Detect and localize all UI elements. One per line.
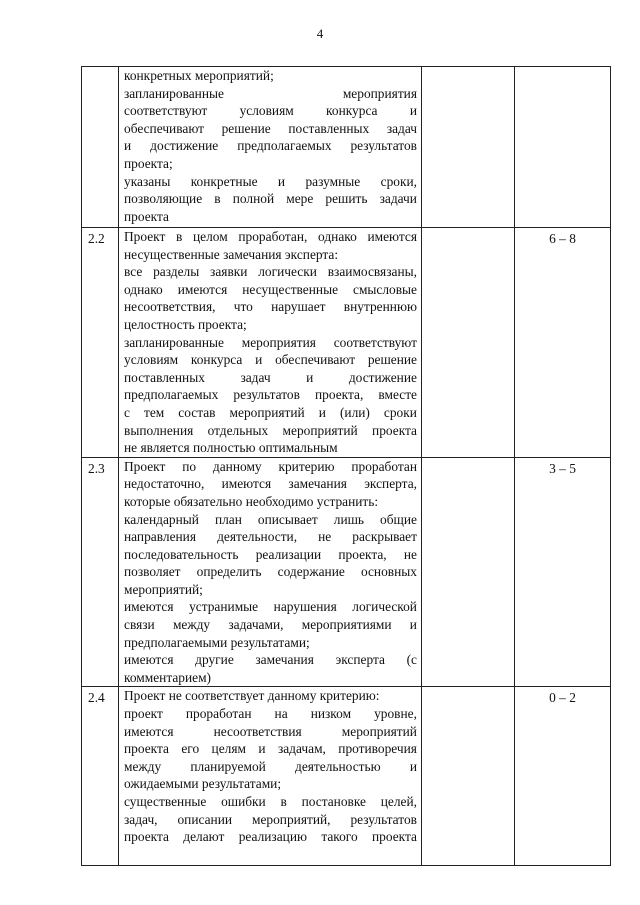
description-line: календарный план описывает лишь общие bbox=[124, 511, 417, 527]
description-line: комментарием) bbox=[124, 669, 212, 685]
description-line: обеспечивают решение поставленных задач bbox=[124, 120, 417, 136]
description-line: запланированные мероприятия bbox=[124, 85, 417, 101]
description-line: позволяющие в полной мере решить задачи bbox=[124, 191, 417, 207]
row-number: 2.4 bbox=[82, 687, 119, 866]
table-row bbox=[82, 457, 611, 687]
description-line: проекта bbox=[124, 208, 169, 224]
description-line: Проект в целом проработан, однако имеются bbox=[124, 229, 417, 244]
description-line: Проект по данному критерию проработан bbox=[124, 458, 417, 474]
description-line: несоответствия, что нарушает внутреннюю bbox=[124, 299, 417, 315]
description-line: существенные ошибки в постановке целей, bbox=[124, 794, 417, 809]
row-number bbox=[82, 67, 119, 228]
row-score bbox=[515, 67, 611, 228]
description-line: поставленных задач и достижение bbox=[124, 369, 417, 385]
description-line: имеются несоответствия мероприятий bbox=[124, 723, 417, 739]
row-number: 2.3 bbox=[82, 457, 119, 687]
row-score: 3 – 5 bbox=[515, 457, 611, 687]
description-line: проекта; bbox=[124, 155, 173, 171]
row-description bbox=[119, 457, 422, 687]
description-line: недостаточно, имеются замечания эксперта, bbox=[124, 476, 417, 492]
description-line: имеются другие замечания эксперта (с bbox=[124, 652, 417, 668]
description-line: запланированные мероприятия соответствуют bbox=[124, 334, 417, 350]
description-line: предполагаемыми результатами; bbox=[124, 634, 310, 650]
description-line: последовательность реализации проекта, не bbox=[124, 546, 417, 562]
description-line: все разделы заявки логически взаимосвязаны, bbox=[124, 264, 417, 280]
description-line: связи между задачами, мероприятиями и bbox=[124, 617, 417, 633]
description-line: мероприятий; bbox=[124, 581, 203, 597]
description-line: которые обязательно необходимо устранить: bbox=[124, 493, 379, 509]
description-line: между планируемой деятельностью и bbox=[124, 758, 417, 774]
row-description bbox=[119, 228, 422, 458]
empty-cell bbox=[422, 457, 515, 687]
description-line: направления деятельности, не раскрывает bbox=[124, 529, 417, 545]
table-row bbox=[82, 67, 611, 228]
row-number: 2.2 bbox=[82, 228, 119, 458]
description-line: проект проработан на низком уровне, bbox=[124, 706, 417, 722]
description-line: Проект не соответствует данному критерию: bbox=[124, 688, 380, 704]
description-line: ожидаемыми результатами; bbox=[124, 776, 282, 792]
description-line: выполнения отдельных мероприятий проекта bbox=[124, 422, 417, 438]
description-line: несущественные замечания эксперта: bbox=[124, 246, 339, 262]
description-line: соответствуют условиям конкурса и bbox=[124, 103, 417, 119]
description-line: целостность проекта; bbox=[124, 316, 247, 332]
description-line: проекта его целям и задачам, противоречия bbox=[124, 741, 417, 757]
row-description bbox=[119, 687, 422, 866]
empty-cell bbox=[422, 67, 515, 228]
description-line: с тем состав мероприятий и (или) сроки bbox=[124, 404, 417, 420]
description-line: предполагаемых результатов проекта, вместе bbox=[124, 387, 417, 403]
description-line: и достижение предполагаемых результатов bbox=[124, 138, 417, 154]
table-row bbox=[82, 687, 611, 866]
description-line: не является полностью оптимальным bbox=[124, 440, 338, 456]
page-number: 4 bbox=[316, 26, 324, 41]
empty-cell bbox=[422, 228, 515, 458]
description-line: позволяет определить содержание основных bbox=[124, 564, 417, 580]
description-line: однако имеются несущественные смысловые bbox=[124, 281, 417, 297]
empty-cell bbox=[422, 687, 515, 866]
description-line: задач, описании мероприятий, результатов bbox=[124, 811, 417, 827]
table-row bbox=[82, 228, 611, 458]
description-line: конкретных мероприятий; bbox=[124, 68, 274, 83]
description-line: имеются устранимые нарушения логической bbox=[124, 599, 417, 615]
row-description bbox=[119, 67, 422, 228]
description-line: проекта делают реализацию такого проекта bbox=[124, 829, 417, 845]
row-score: 6 – 8 bbox=[515, 228, 611, 458]
row-score: 0 – 2 bbox=[515, 687, 611, 866]
criteria-table bbox=[81, 66, 611, 866]
description-line: условиям конкурса и обеспечивают решение bbox=[124, 352, 417, 368]
description-line: указаны конкретные и разумные сроки, bbox=[124, 173, 417, 189]
